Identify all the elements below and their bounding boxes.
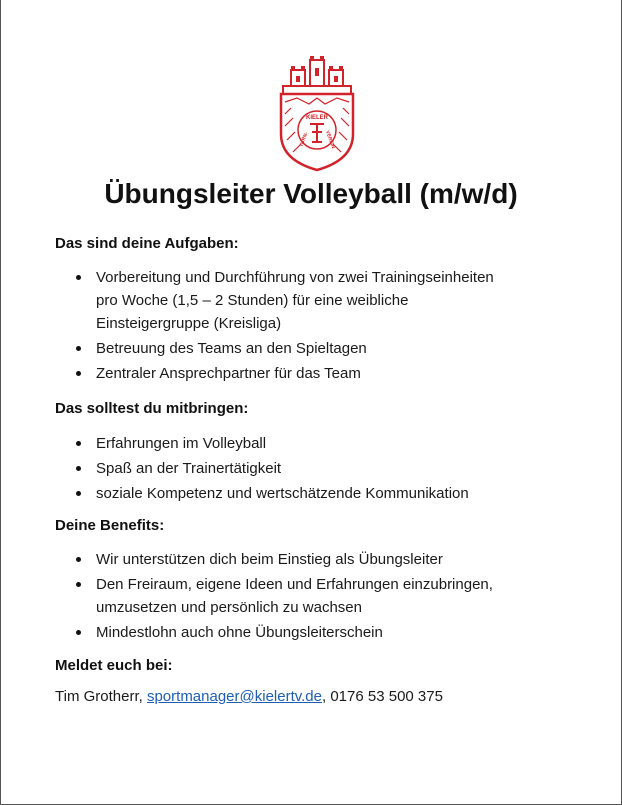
contact-name: Tim Grotherr,	[55, 688, 147, 705]
contact-line	[55, 688, 443, 705]
list-item: Zentraler Ansprechpartner für das Team	[55, 362, 575, 385]
benefits-list	[55, 548, 575, 646]
crest-text-left: TURN-	[298, 131, 310, 148]
list-item: Betreuung des Teams an den Spieltagen	[55, 337, 575, 360]
crest-text-right: VEREIN	[323, 129, 336, 150]
club-crest-logo	[277, 56, 357, 172]
list-item: Vorbereitung und Durchführung von zwei Trainingseinheiten pro Woche (1,5 – 2 Stunden) für eine weibliche Einsteigergruppe (Kreisliga)	[55, 266, 575, 335]
page-title: Übungsleiter Volleyball (m/w/d)	[104, 178, 518, 209]
list-item: Spaß an der Trainertätigkeit	[55, 457, 575, 480]
section-heading-benefits: Deine Benefits:	[55, 517, 165, 534]
list-item: Wir unterstützen dich beim Einstieg als Übungsleiter	[55, 548, 575, 571]
section-heading-contact: Meldet euch bei:	[55, 657, 173, 674]
tasks-list	[55, 266, 575, 387]
section-heading-requirements: Das solltest du mitbringen:	[55, 400, 249, 417]
list-item: Den Freiraum, eigene Ideen und Erfahrungen einzubringen, umzusetzen und persönlich zu wachsen	[55, 573, 575, 619]
list-item: Mindestlohn auch ohne Übungsleiterschein	[55, 621, 575, 644]
section-heading-tasks: Das sind deine Aufgaben:	[55, 235, 239, 252]
contact-phone: , 0176 53 500 375	[322, 688, 443, 705]
list-item: Erfahrungen im Volleyball	[55, 432, 575, 455]
email-link[interactable]: sportmanager@kielertv.de	[146, 688, 322, 705]
list-item: soziale Kompetenz und wertschätzende Kommunikation	[55, 482, 575, 505]
crest-text-top: KIELER	[305, 115, 329, 121]
requirements-list	[55, 432, 575, 507]
